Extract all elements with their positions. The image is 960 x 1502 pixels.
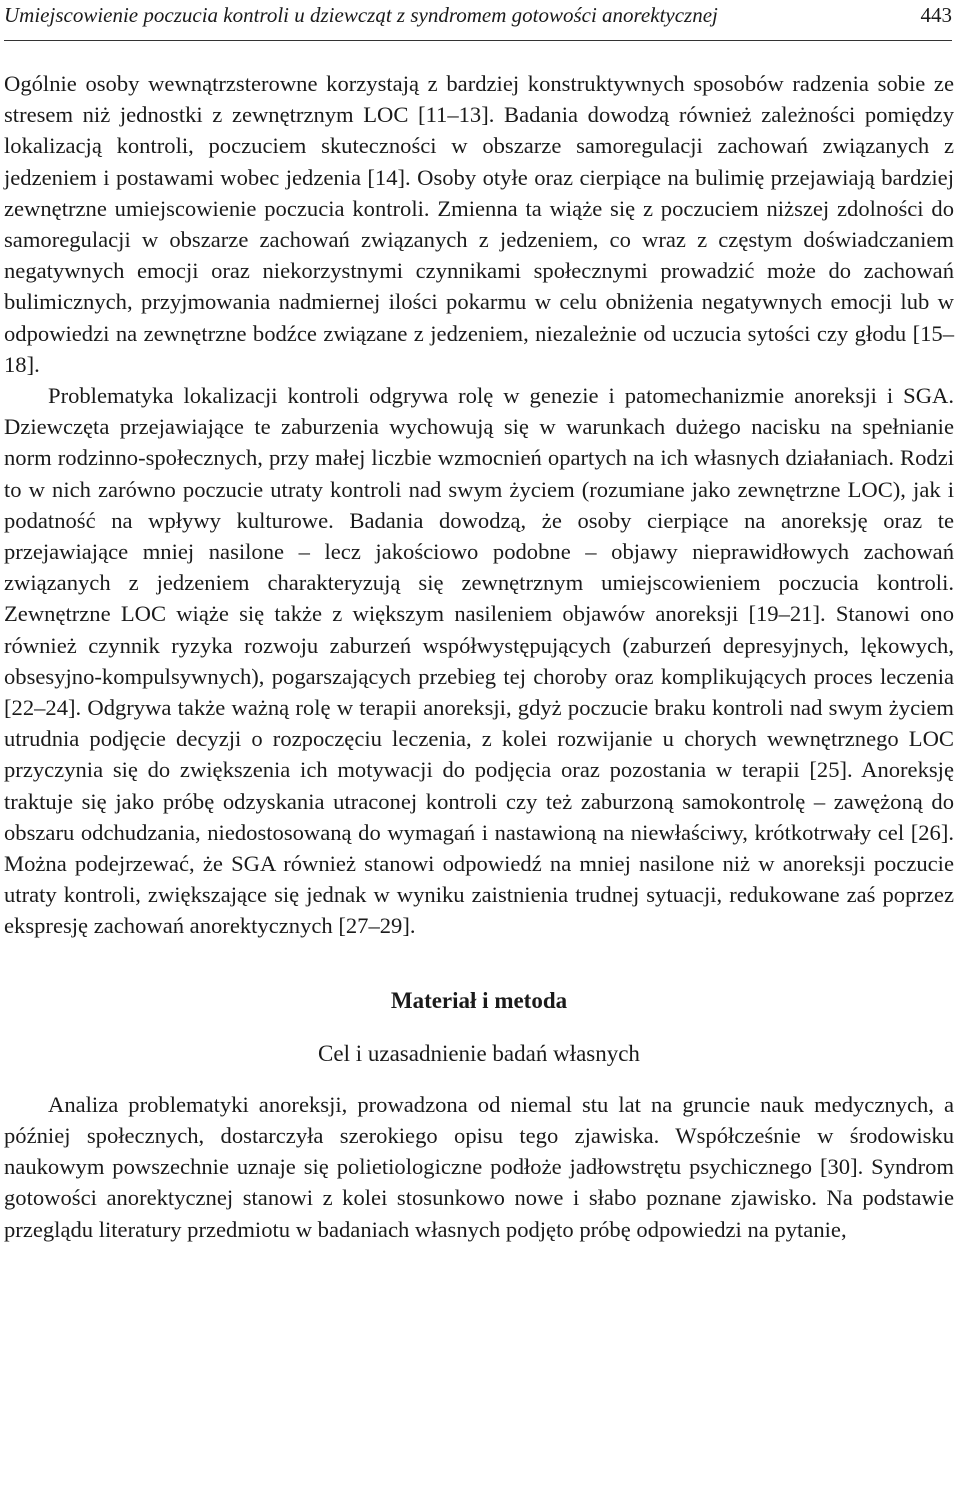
article-body [4,68,954,1245]
body-paragraph-3: Analiza problematyki anoreksji, prowadzona od niemal stu lat na gruncie nauk medycznych, a później społecznych, dostarczyła szerokiego opisu tego zjawiska. Współcześnie w środowisku naukowym powszechnie uznaje się polietiologiczne podłoże jadłowstrętu psychicznego [30]. Syndrom gotowości anorektycznej stanowi z kolei stosunkowo nowe i słabo poznane zjawisko. Na podstawie przeglądu literatury przedmiotu w badaniach własnych podjęto próbę odpowiedzi na pytanie, [4,1091,954,1242]
section-heading: Materiał i metoda [390,987,568,1013]
body-paragraph-1: Ogólnie osoby wewnątrzsterowne korzystają z bardziej konstruktywnych sposobów radzenia sobie ze stresem niż jednostki z zewnętrznym LOC [11–13]. Badania dowodzą również zależności pomiędzy lokalizacją kontroli, poczuciem skuteczności w obszarze samoregulacji zachowań związanych z jedzeniem i postawami wobec jedzenia [14]. Osoby otyłe oraz cierpiące na bulimię przejawiają bardziej zewnętrzne umiejscowienie poczucia kontroli. Zmienna ta wiąże się z poczuciem niższej zdolności do samoregulacji w obszarze zachowań związanych z jedzeniem, co wraz z częstym doświadczaniem negatywnych emocji oraz niekorzystnymi czynnikami społecznymi prowadzić może do zachowań bulimicznych, przyjmowania nadmiernej ilości pokarmu w celu obniżenia negatywnych emocji lub w odpowiedzi na zewnętrzne bodźce związane z jedzeniem, niezależnie od uczucia sytości czy głodu [15–18]. [4,71,954,377]
subsection-heading: Cel i uzasadnienie badań własnych [318,1040,640,1066]
running-title: Umiejscowienie poczucia kontroli u dziewcząt z syndromem gotowości anorektycznej [4,3,718,27]
body-paragraph-2: Problematyka lokalizacji kontroli odgrywa rolę w genezie i patomechanizmie anoreksji i SGA. Dziewczęta przejawiające te zaburzenia wychowują się w warunkach dużego nacisku na spełnianie norm rodzinno-społecznych, przy małej liczbie wzmocnień opartych na ich własnych działaniach. Rodzi to w nich zarówno poczucie utraty kontroli nad swym życiem (rozumiane jako zewnętrzne LOC), jak i podatność na wpływy kulturowe. Badania dowodzą, że osoby cierpiące na anoreksję oraz te przejawiające mniej nasilone – lecz jakościowo podobne – objawy nieprawidłowych zachowań związanych z jedzeniem charakteryzują się zewnętrznym umiejscowieniem poczucia kontroli. Zewnętrzne LOC wiąże się także z większym nasileniem objawów anoreksji [19–21]. Stanowi ono również czynnik ryzyka rozwoju zaburzeń współwystępujących (zaburzeń depresyjnych, lękowych, obsesyjno-kompulsywnych), pogarszających przebieg tej choroby oraz komplikujących proces leczenia [22–24]. Odgrywa także ważną rolę w terapii anoreksji, gdyż poczucie braku kontroli nad swym życiem utrudnia podjęcie decyzji o rozpoczęciu leczenia, z kolei rozwijanie u chorych wewnętrznego LOC przyczynia się do zwiększenia ich motywacji do podjęcia oraz pozostania w terapii [25]. Anoreksję traktuje się jako próbę odzyskania utraconej kontroli czy też zaburzoną samokontrolę – zawężoną do obszaru odchudzania, niedostosowaną do wymagań i nastawioną na niewłaściwy, krótkotrwały cel [26]. Można podejrzewać, że SGA również stanowi odpowiedź na mniej nasilone niż w anoreksji poczucie utraty kontroli, zwiększające się jednak w wyniku zaistnienia trudnej sytuacji, redukowane zaś poprzez ekspresję zachowań anorektycznych [27–29]. [4,383,954,939]
running-header [4,2,952,41]
page-number: 443 [920,3,952,27]
